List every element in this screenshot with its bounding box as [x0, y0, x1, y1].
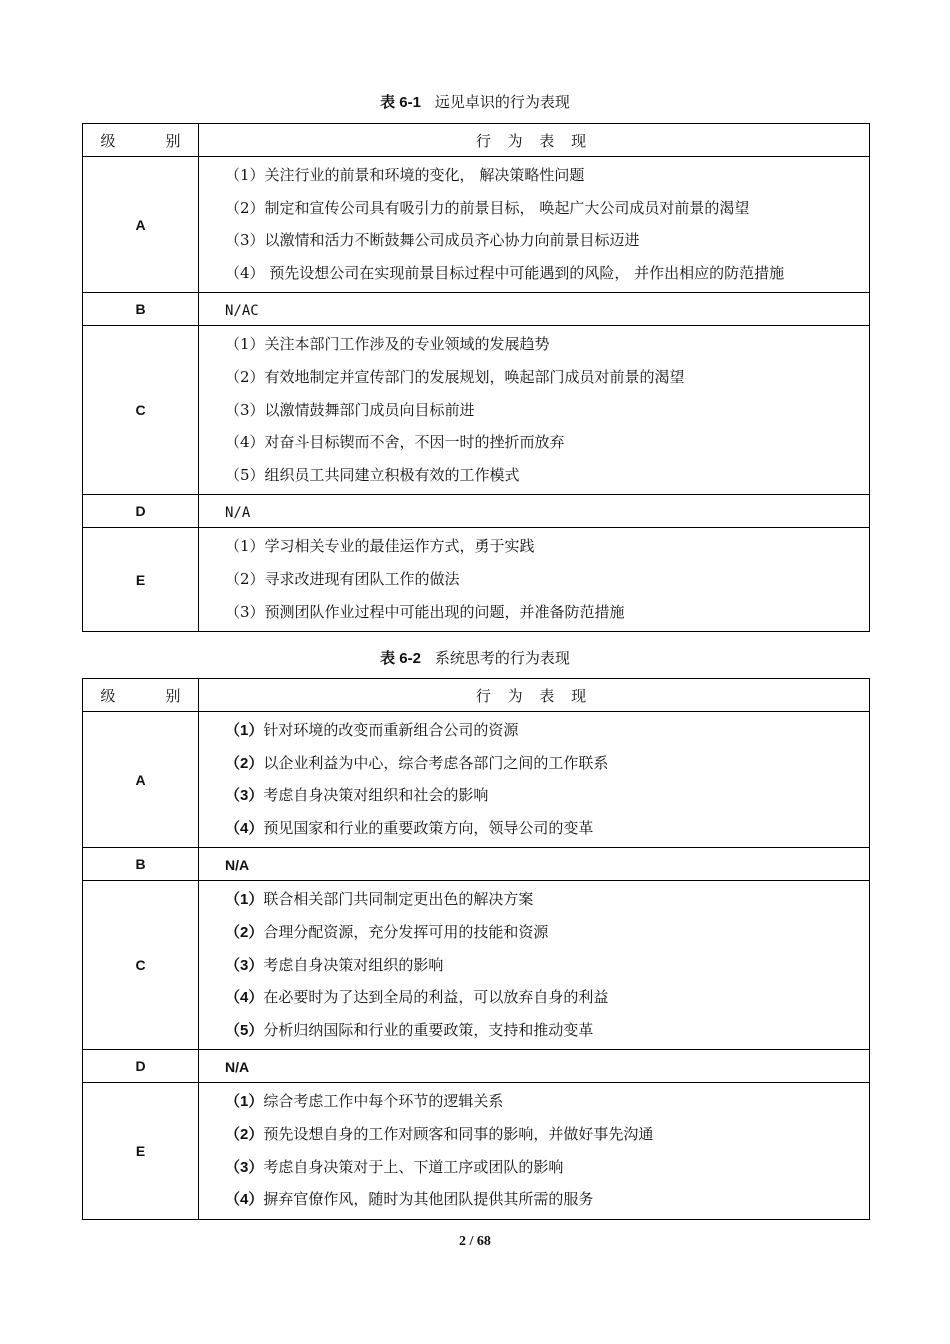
- behavior-item: （4） 预先设想公司在实现前景目标过程中可能遇到的风险， 并作出相应的防范措施: [225, 263, 785, 282]
- header-level-char-2: 别: [165, 131, 181, 150]
- header-level-char-2: 别: [165, 686, 181, 705]
- item-text: 考虑自身决策对组织和社会的影响: [263, 786, 489, 805]
- table1-header-row: [83, 124, 870, 157]
- level-row-c: [83, 326, 870, 495]
- behavior-item: [225, 1085, 869, 1118]
- not-applicable-text: N/AC: [225, 302, 259, 319]
- behavior-cell: [199, 848, 870, 881]
- behavior-cell: [199, 528, 870, 632]
- item-number: （3）: [225, 787, 264, 805]
- header-level-char-1: 级: [100, 686, 116, 705]
- behavior-cell: [199, 712, 870, 848]
- table1-header-behavior: 行 为 表 现: [199, 124, 870, 157]
- behavior-item: [225, 779, 869, 812]
- item-number: （1）: [225, 891, 264, 909]
- behavior-cell: [199, 881, 870, 1050]
- table2-caption: [0, 648, 950, 669]
- table1-body: [83, 157, 870, 632]
- level-cell: E: [83, 528, 199, 632]
- level-cell: A: [83, 712, 199, 848]
- behavior-item: [225, 949, 869, 982]
- level-row-b: [83, 848, 870, 881]
- item-text: 以企业利益为中心，综合考虑各部门之间的工作联系: [263, 753, 609, 772]
- behavior-item: [225, 1151, 869, 1184]
- table1-header-level: [83, 124, 199, 157]
- item-number: （3）: [225, 1158, 264, 1176]
- item-number: （5）: [225, 1021, 264, 1039]
- not-applicable-text: N/A: [225, 504, 251, 521]
- behavior-cell: [199, 157, 870, 293]
- level-row-e: [83, 1083, 870, 1219]
- item-text: 合理分配资源，充分发挥可用的技能和资源: [263, 922, 549, 941]
- behavior-cell: [199, 495, 870, 528]
- item-number: （4）: [225, 1191, 264, 1209]
- behavior-item: [225, 1183, 869, 1216]
- item-text: 在必要时为了达到全局的利益，可以放弃自身的利益: [263, 988, 609, 1007]
- behavior-item: （2）制定和宣传公司具有吸引力的前景目标， 唤起广大公司成员对前景的渴望: [225, 198, 750, 217]
- item-number: （1）: [225, 1093, 264, 1111]
- table2-header-row: [83, 679, 870, 712]
- level-row-d: [83, 1050, 870, 1083]
- item-number: （4）: [225, 819, 264, 837]
- item-text: 针对环境的改变而重新组合公司的资源: [263, 721, 519, 739]
- level-row-d: [83, 495, 870, 528]
- level-row-a: [83, 157, 870, 293]
- item-text: 摒弃官僚作风，随时为其他团队提供其所需的服务: [263, 1190, 594, 1209]
- not-applicable-text: N/A: [225, 1058, 250, 1075]
- behavior-item: （3）预测团队作业过程中可能出现的问题，并准备防范措施: [225, 602, 625, 621]
- item-text: 联合相关部门共同制定更出色的解决方案: [263, 890, 534, 909]
- behavior-item: [225, 916, 869, 949]
- item-number: （3）: [225, 956, 264, 974]
- item-number: （1）: [225, 722, 264, 739]
- behavior-item: [225, 747, 869, 780]
- behavior-item: （2）有效地制定并宣传部门的发展规划，唤起部门成员对前景的渴望: [225, 367, 685, 386]
- behavior-item: [225, 1014, 869, 1047]
- behavior-item: [225, 1118, 869, 1151]
- item-number: （2）: [225, 754, 264, 772]
- behavior-item: [225, 714, 869, 747]
- table1-caption: [0, 92, 950, 113]
- item-text: 综合考虑工作中每个环节的逻辑关系: [263, 1092, 504, 1111]
- behavior-item: （3）以激情鼓舞部门成员向目标前进: [225, 400, 475, 419]
- behavior-item: （1）关注行业的前景和环境的变化， 解决策略性问题: [225, 166, 585, 184]
- behavior-cell: [199, 1050, 870, 1083]
- behavior-item: （5）组织员工共同建立积极有效的工作模式: [225, 465, 520, 484]
- behavior-item: （3）以激情和活力不断鼓舞公司成员齐心协力向前景目标迈进: [225, 231, 640, 250]
- item-text: 预见国家和行业的重要政策方向，领导公司的变革: [263, 818, 594, 837]
- item-number: （2）: [225, 1125, 264, 1143]
- page-number: 2 / 68: [459, 1234, 491, 1249]
- item-text: 考虑自身决策对组织的影响: [263, 955, 444, 974]
- level-cell: C: [83, 326, 199, 495]
- table2-header-level: [83, 679, 199, 712]
- behavior-item: [225, 981, 869, 1014]
- item-text: 分析归纳国际和行业的重要政策，支持和推动变革: [263, 1020, 594, 1039]
- table2-caption-number: 表 6-2: [380, 650, 421, 667]
- level-cell: D: [83, 495, 199, 528]
- not-applicable-text: N/A: [225, 856, 250, 873]
- level-cell: B: [83, 848, 199, 881]
- level-cell: B: [83, 293, 199, 326]
- item-text: 预先设想自身的工作对顾客和同事的影响，并做好事先沟通: [263, 1124, 654, 1143]
- table1-caption-title: 远见卓识的行为表现: [434, 93, 570, 111]
- item-number: （4）: [225, 989, 264, 1007]
- level-cell: E: [83, 1083, 199, 1219]
- level-cell: D: [83, 1050, 199, 1083]
- item-text: 考虑自身决策对于上、下道工序或团队的影响: [263, 1157, 564, 1176]
- level-row-b: [83, 293, 870, 326]
- table2-body: [83, 712, 870, 1220]
- level-cell: A: [83, 157, 199, 293]
- table1: [82, 123, 870, 632]
- behavior-cell: [199, 293, 870, 326]
- item-number: （2）: [225, 923, 264, 941]
- behavior-item: [225, 883, 869, 916]
- level-cell: C: [83, 881, 199, 1050]
- level-row-a: [83, 712, 870, 848]
- table1-caption-number: 表 6-1: [380, 94, 421, 111]
- behavior-item: （1）关注本部门工作涉及的专业领域的发展趋势: [225, 335, 550, 354]
- level-row-c: [83, 881, 870, 1050]
- table2-caption-title: 系统思考的行为表现: [434, 649, 570, 667]
- behavior-cell: [199, 326, 870, 495]
- behavior-item: （1）学习相关专业的最佳运作方式，勇于实践: [225, 537, 535, 556]
- behavior-item: （2）寻求改进现有团队工作的做法: [225, 569, 460, 588]
- behavior-item: [225, 812, 869, 845]
- level-row-e: [83, 528, 870, 632]
- behavior-cell: [199, 1083, 870, 1219]
- table2: [82, 678, 870, 1220]
- table2-header-behavior: 行 为 表 现: [199, 679, 870, 712]
- behavior-item: （4）对奋斗目标锲而不舍，不因一时的挫折而放弃: [225, 433, 565, 452]
- header-level-char-1: 级: [100, 131, 116, 150]
